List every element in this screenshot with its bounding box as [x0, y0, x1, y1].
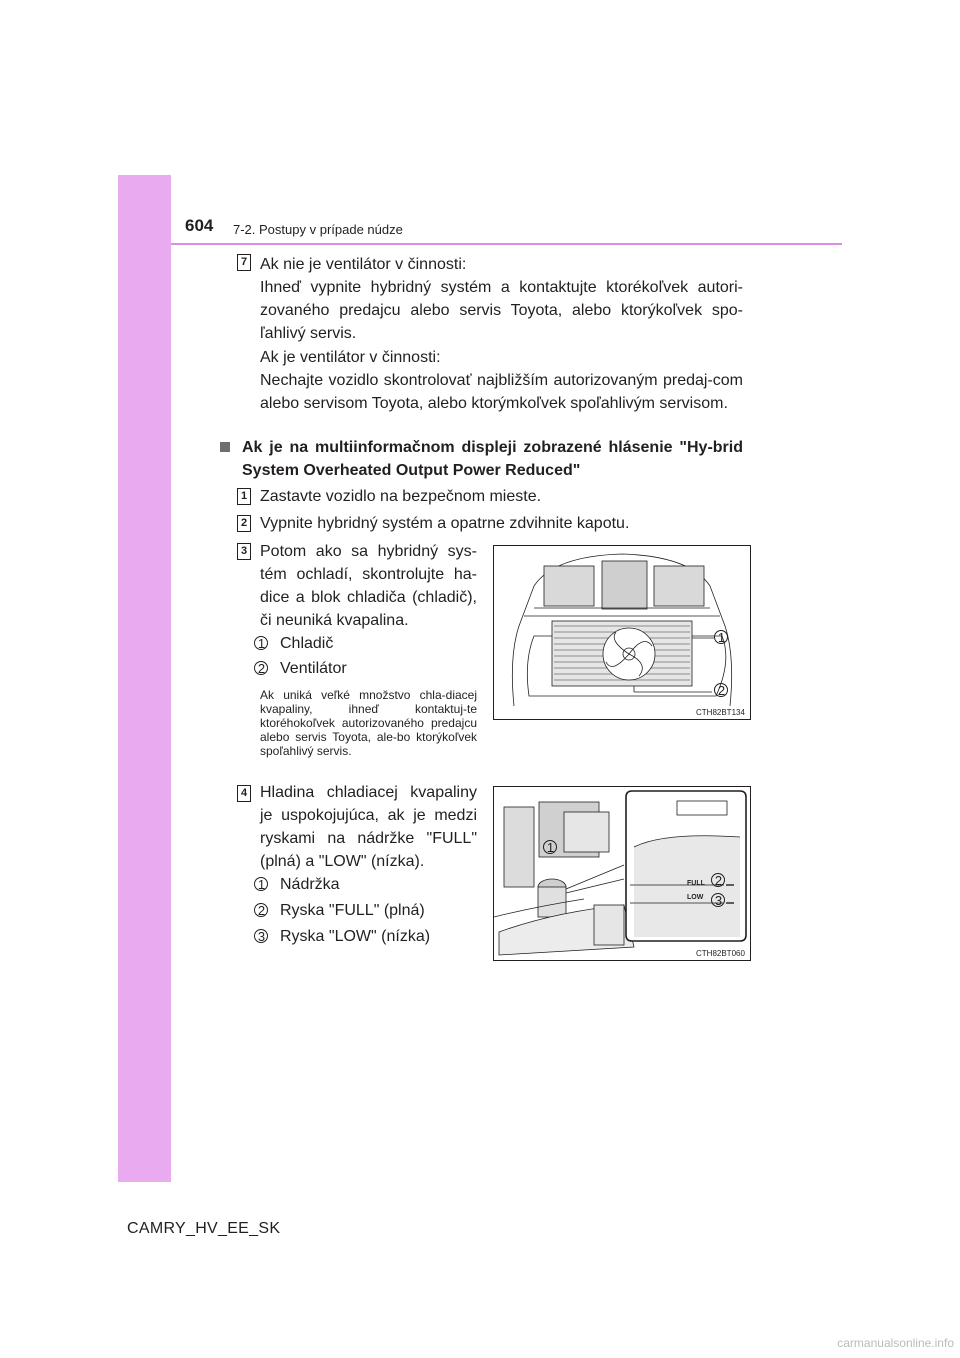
tank-full-label: FULL — [687, 880, 705, 887]
step4-item3-label: Ryska "LOW" (nízka) — [280, 928, 431, 945]
fig1-callout-1: 1 — [715, 630, 728, 645]
step1-text: Zastavte vozidlo na bezpečnom mieste. — [260, 488, 542, 505]
step-number-1: 1 — [237, 488, 251, 505]
step4-item3-marker: 3 — [255, 929, 268, 944]
step7-paragraph2: Nechajte vozidlo skontrolovať najbližším autorizovaným predaj-com alebo servisom Toyota, alebo ktorýmkoľvek spoľahlivým servisom. — [260, 372, 743, 412]
engine-bay-illustration — [494, 546, 750, 719]
tank-low-label: LOW — [687, 894, 704, 901]
step-number-3: 3 — [237, 543, 251, 560]
fig2-callout-1: 1 — [544, 840, 557, 855]
step3-text: Potom ako sa hybridný sys-tém ochladí, skontrolujte ha-dice a blok chladiča (chladič), či neuniká kvapalina. — [260, 543, 477, 629]
fig1-callout-2: 2 — [715, 683, 728, 698]
step4-item1-marker: 1 — [255, 877, 268, 892]
engine-bay-figure — [493, 545, 751, 720]
header-divider — [171, 243, 842, 245]
step3-item1-marker: 1 — [255, 636, 268, 651]
figure-code: CTH82BT060 — [696, 949, 745, 958]
step4-text: Hladina chladiacej kvapaliny je uspokojujúca, ak je medzi ryskami na nádržke "FULL" (plná) a "LOW" (nízka). — [260, 784, 477, 870]
footer-manual-code: CAMRY_HV_EE_SK — [127, 1220, 281, 1237]
step-number-7: 7 — [237, 254, 251, 271]
section-heading: Ak je na multiinformačnom displeji zobrazené hlásenie "Hy-brid System Overheated Output Power Reduced" — [242, 439, 743, 479]
coolant-tank-figure — [493, 786, 751, 961]
watermark: carmanualsonline.info — [837, 1336, 954, 1350]
step4-item2-label: Ryska "FULL" (plná) — [280, 902, 425, 919]
step3-note: Ak uniká veľké množstvo chla-diacej kvapaliny, ihneď kontaktuj-te ktoréhokoľvek autorizovaného predajcu alebo servis Toyota, ale-bo ktorýkoľvek spoľahlivý servis. — [260, 688, 477, 758]
fig2-callout-3: 3 — [712, 893, 725, 908]
step2-text: Vypnite hybridný systém a opatrne zdvihnite kapotu. — [260, 515, 630, 532]
fig2-callout-2: 2 — [712, 873, 725, 888]
bullet-square-icon — [220, 442, 230, 452]
section-title: 7-2. Postupy v prípade núdze — [233, 222, 403, 237]
step7-line1: Ak nie je ventilátor v činnosti: — [260, 256, 467, 273]
step7-paragraph1: Ihneď vypnite hybridný systém a kontaktujte ktorékoľvek autori-zovaného predajcu alebo servis Toyota, alebo ktorýkoľvek spo-ľahlivý servis. — [260, 279, 743, 342]
step4-item1-label: Nádržka — [280, 876, 340, 893]
chapter-tab-band — [118, 175, 171, 1182]
step-number-4: 4 — [237, 785, 251, 802]
step3-item2-label: Ventilátor — [280, 660, 347, 677]
step3-item2-marker: 2 — [255, 661, 268, 676]
page-number: 604 — [185, 216, 214, 235]
step-number-2: 2 — [237, 515, 251, 532]
step4-item2-marker: 2 — [255, 903, 268, 918]
step3-item1-label: Chladič — [280, 635, 334, 652]
figure-code: CTH82BT134 — [696, 708, 745, 717]
step7-line2: Ak je ventilátor v činnosti: — [260, 349, 441, 366]
